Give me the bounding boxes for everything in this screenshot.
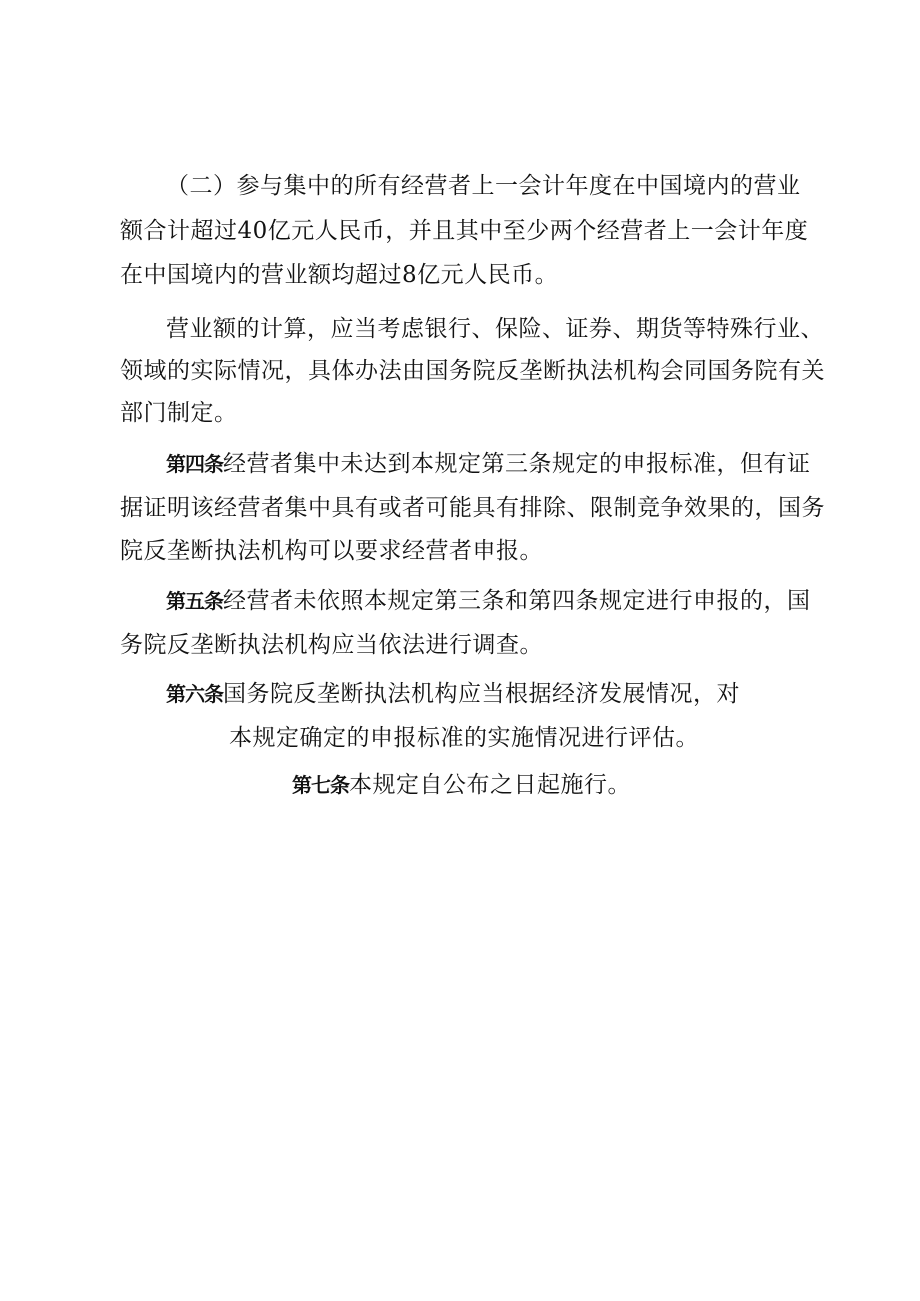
article-5-line1: [166, 586, 811, 616]
article-5-line2: 务院反垄断执法机构应当依法进行调查。: [120, 632, 543, 658]
article-4-text: 经营者集中未达到本规定第三条规定的申报标准，但有证: [223, 451, 811, 477]
article-6-text: 国务院反垄断执法机构应当根据经济发展情况，对: [223, 681, 740, 707]
article-6-label: 第六条: [166, 682, 223, 706]
para1-line3: 在中国境内的营业额均超过8亿元人民币。: [120, 262, 559, 288]
para1-line1: （二）参与集中的所有经营者上一会计年度在中国境内的营业: [166, 173, 801, 199]
article-4-line2: 据证明该经营者集中具有或者可能具有排除、限制竞争效果的，国务: [120, 495, 825, 521]
article-7-label: 第七条: [292, 773, 349, 797]
para2-line1: 营业额的计算，应当考虑银行、保险、证券、期货等特殊行业、: [166, 316, 824, 342]
para2-line3: 部门制定。: [120, 400, 238, 426]
article-7-line1: [292, 770, 631, 800]
para2-line2: 领域的实际情况，具体办法由国务院反垄断执法机构会同国务院有关: [120, 358, 825, 384]
para1-line2: 额合计超过40亿元人民币，并且其中至少两个经营者上一会计年度: [120, 218, 809, 244]
article-5-label: 第五条: [166, 589, 223, 613]
article-5-text: 经营者未依照本规定第三条和第四条规定进行申报的，国: [223, 588, 811, 614]
article-4-label: 第四条: [166, 452, 223, 476]
article-6-line1: [166, 679, 740, 709]
article-4-line3: 院反垄断执法机构可以要求经营者申报。: [120, 538, 543, 564]
article-7-text: 本规定自公布之日起施行。: [349, 772, 631, 798]
article-4-line1: [166, 449, 811, 479]
article-6-line2: 本规定确定的申报标准的实施情况进行评估。: [229, 725, 699, 751]
